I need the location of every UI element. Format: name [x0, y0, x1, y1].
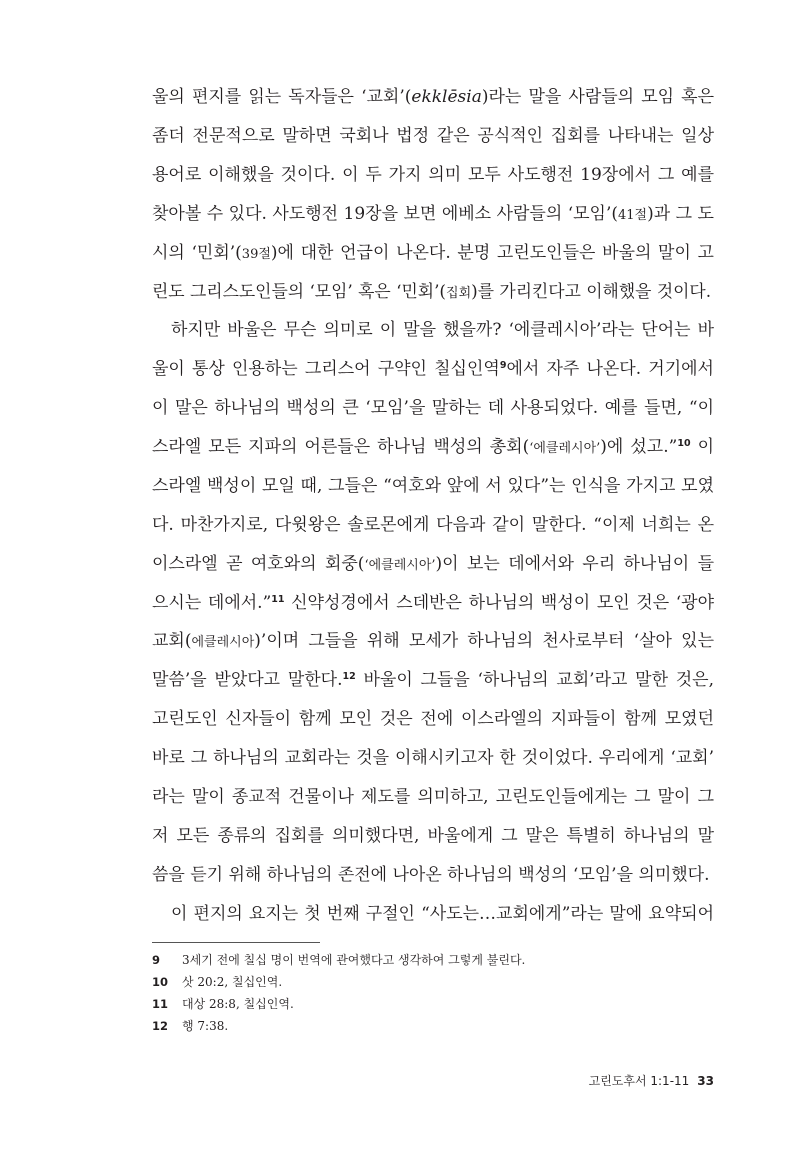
text-line: 이 말은 하나님의 백성의 큰 ‘모임’을 말하는 데 사용되었다. 예를 들면, “이: [152, 398, 714, 419]
text-line: 이스라엘 곧 여호와의 회중(‘에클레시아’)이 보는 데에서와 우리 하나님이 들: [152, 553, 714, 574]
footnote: 10 삿 20:2, 칠십인역.: [152, 975, 283, 989]
text-line: 좀더 전문적으로 말하면 국회나 법정 같은 공식적인 집회를 나타내는 일상: [152, 125, 714, 146]
text-line: 찾아볼 수 있다. 사도행전 19장을 보면 에베소 사람들의 ‘모임’(41절)과 그 도: [152, 203, 714, 224]
text-line: 말씀’을 받았다고 말한다.$^{12}$ 바울이 그들을 ‘하나님의 교회’라고 말한 것은,: [152, 670, 714, 691]
running-title: 고린도후서 1:1-11: [588, 1074, 690, 1088]
text-line: 씀을 듣기 위해 하나님의 존전에 나아온 하나님의 백성의 ‘모임’을 의미했다.: [152, 864, 710, 885]
footnote-ref: 12: [342, 671, 356, 683]
running-footer: [589, 1072, 714, 1089]
text-line: 바로 그 하나님의 교회라는 것을 이해시키고자 한 것이었다. 우리에게 ‘교회’: [152, 748, 714, 769]
footnote-ref: 9: [499, 360, 507, 372]
text-line: 시의 ‘민회’(39절)에 대한 언급이 나온다. 분명 고린도인들은 바울의 말이 고: [152, 242, 714, 263]
footnote-divider: [152, 942, 320, 943]
text-line: 저 모든 종류의 집회를 의미했다면, 바울에게 그 말은 특별히 하나님의 말: [152, 825, 714, 846]
paragraph-start-line: 하지만 바울은 무슨 의미로 이 말을 했을까? ‘에클레시아’라는 단어는 바: [171, 320, 714, 341]
page-number: 33: [697, 1074, 714, 1088]
text-line: 다. 마찬가지로, 다윗왕은 솔로몬에게 다음과 같이 말한다. “이제 너희는 온: [152, 514, 714, 535]
text-line: 스라엘 모든 지파의 어른들은 하나님 백성의 총회(‘에클레시아’)에 섰고.”$^{10}$ 이: [152, 437, 715, 458]
body-text: [152, 78, 714, 934]
footnote: 11 대상 28:8, 칠십인역.: [152, 997, 294, 1011]
text-line: 라는 말이 종교적 건물이나 제도를 의미하고, 고린도인들에게는 그 말이 그: [152, 787, 714, 808]
paragraph-start-line: 이 편지의 요지는 첫 번째 구절인 “사도는…교회에게”라는 말에 요약되어: [171, 903, 714, 924]
footnotes: [152, 949, 714, 1037]
text-line: 스라엘 백성이 모일 때, 그들은 “여호와 앞에 서 있다”는 인식을 가지고 모였: [152, 475, 714, 496]
footnote: 12 행 7:38.: [152, 1019, 229, 1033]
text-line: 교회(에클레시아)’이며 그들을 위해 모세가 하나님의 천사로부터 ‘살아 있는: [152, 631, 714, 652]
text-line: 고린도인 신자들이 함께 모인 것은 전에 이스라엘의 지파들이 함께 모였던: [152, 709, 714, 730]
text-line: 린도 그리스도인들의 ‘모임’ 혹은 ‘민회’(집회)를 가리킨다고 이해했을 것이다.: [152, 281, 712, 302]
footnote: 9 3세기 전에 칠십 명이 번역에 관여했다고 생각하여 그렇게 불린다.: [152, 953, 526, 967]
text-line: 울이 통상 인용하는 그리스어 구약인 칠십인역$^9$에서 자주 나온다. 거기에서: [152, 359, 714, 380]
text-line: 으시는 데에서.”$^{11}$ 신약성경에서 스데반은 하나님의 백성이 모인 것은 ‘광야: [152, 592, 715, 613]
footnote-ref: 10: [677, 438, 691, 450]
text-line: 울의 편지를 읽는 독자들은 ‘교회’(ekklēsia)라는 말을 사람들의 모임 혹은: [152, 87, 715, 107]
text-line: 용어로 이해했을 것이다. 이 두 가지 의미 모두 사도행전 19장에서 그 예를: [152, 164, 714, 185]
footnote-ref: 11: [271, 593, 285, 605]
